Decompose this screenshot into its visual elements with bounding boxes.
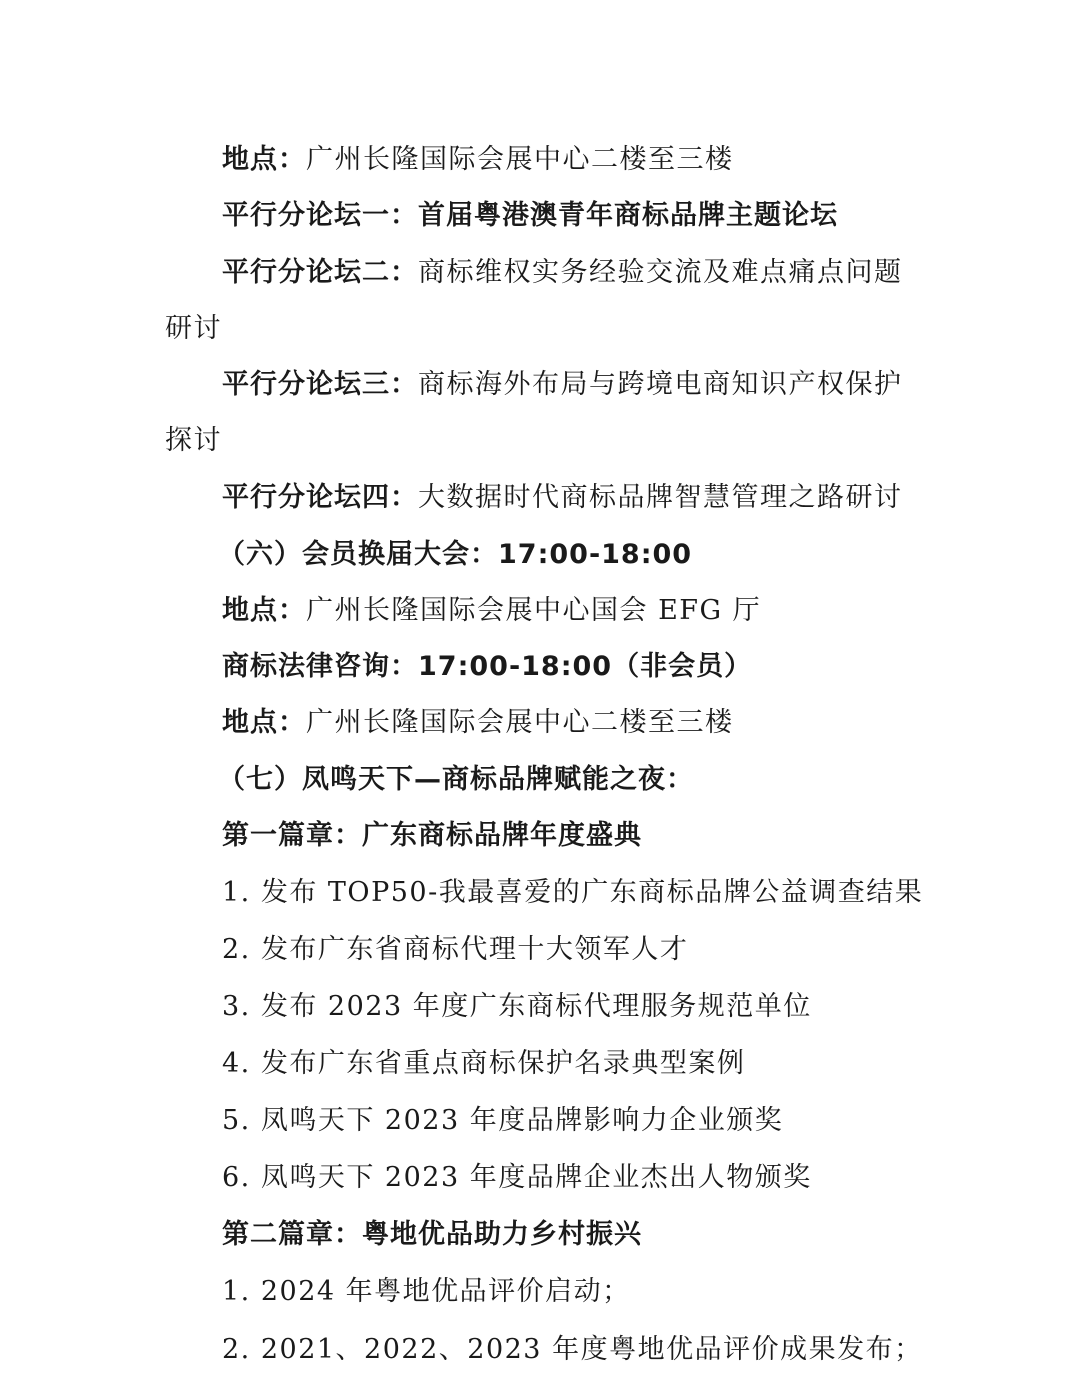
forum-3-title: 商标海外布局与跨境电商知识产权保护 (418, 369, 903, 400)
venue-text: 广州长隆国际会展中心二楼至三楼 (306, 144, 734, 175)
forum-4-line (222, 478, 903, 518)
venue-label: 地点： (222, 144, 306, 175)
venue-text: 广州长隆国际会展中心国会 EFG 厅 (306, 595, 762, 626)
forum-3-title-wrap: 探讨 (165, 425, 222, 456)
forum-1-label: 平行分论坛一： (222, 200, 418, 231)
forum-2-title-wrap: 研讨 (165, 313, 222, 344)
venue-line (222, 703, 734, 743)
list-item: 3. 发布 2023 年度广东商标代理服务规范单位 (222, 991, 812, 1022)
legal-consult-heading: 商标法律咨询：17:00-18:00（非会员） (222, 651, 753, 682)
forum-3-line (222, 365, 903, 405)
list-item: 1. 发布 TOP50-我最喜爱的广东商标品牌公益调查结果 (222, 877, 924, 908)
list-item: 5. 凤鸣天下 2023 年度品牌影响力企业颁奖 (222, 1105, 784, 1136)
venue-label: 地点： (222, 707, 306, 738)
section-7-heading: （七）凤鸣天下—商标品牌赋能之夜： (218, 764, 694, 795)
list-item: 1. 2024 年粤地优品评价启动； (222, 1276, 631, 1307)
list-item: 6. 凤鸣天下 2023 年度品牌企业杰出人物颁奖 (222, 1162, 812, 1193)
forum-2-title: 商标维权实务经验交流及难点痛点问题 (418, 257, 903, 288)
venue-line (222, 591, 761, 631)
forum-2-line (222, 253, 903, 293)
list-item: 2. 2021、2022、2023 年度粤地优品评价成果发布； (222, 1334, 923, 1365)
forum-4-title: 大数据时代商标品牌智慧管理之路研讨 (418, 482, 903, 513)
chapter-1-heading: 第一篇章：广东商标品牌年度盛典 (222, 820, 642, 851)
list-item: 2. 发布广东省商标代理十大领军人才 (222, 934, 689, 965)
chapter-2-heading: 第二篇章：粤地优品助力乡村振兴 (222, 1219, 642, 1250)
forum-2-label: 平行分论坛二： (222, 257, 418, 288)
section-6-heading: （六）会员换届大会：17:00-18:00 (218, 539, 693, 570)
list-item: 4. 发布广东省重点商标保护名录典型案例 (222, 1048, 746, 1079)
forum-3-label: 平行分论坛三： (222, 369, 418, 400)
forum-4-label: 平行分论坛四： (222, 482, 418, 513)
forum-1-title: 首届粤港澳青年商标品牌主题论坛 (418, 200, 838, 231)
venue-line (222, 140, 734, 180)
forum-1-line (222, 196, 838, 236)
venue-label: 地点： (222, 595, 306, 626)
venue-text: 广州长隆国际会展中心二楼至三楼 (306, 707, 734, 738)
